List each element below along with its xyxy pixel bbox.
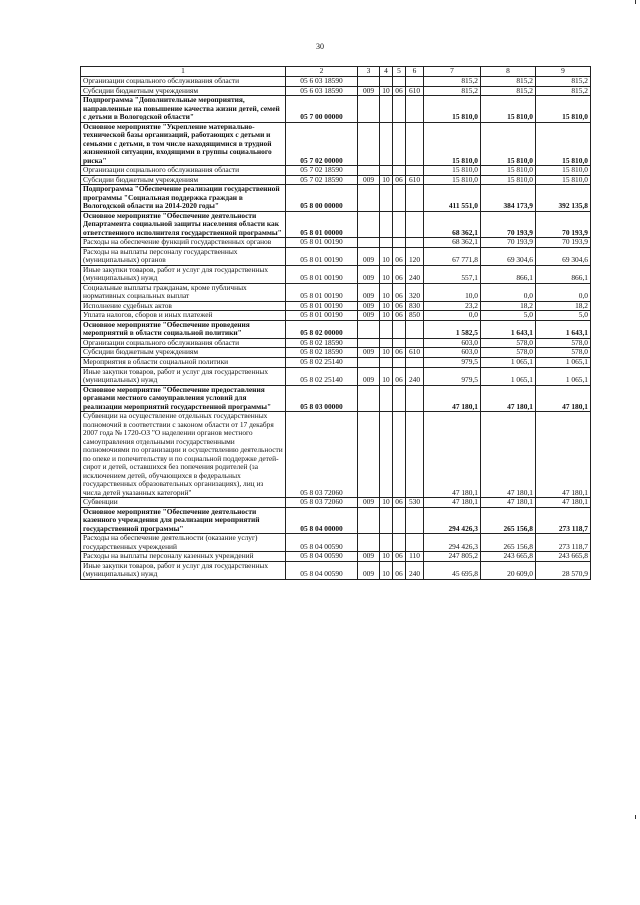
row-amount-col7: 294 426,3 [424,534,481,552]
row-admin-code: 009 [358,247,380,265]
row-expense-type [406,77,424,87]
row-amount-col9: 18,2 [536,301,591,311]
row-amount-col8: 866,1 [481,265,536,283]
row-amount-col9: 578,0 [536,338,591,348]
row-amount-col7: 815,2 [424,77,481,87]
row-admin-code: 009 [358,265,380,283]
row-subsection-code [393,338,406,348]
table-row [81,211,591,238]
table-row [81,385,591,412]
row-amount-col8: 47 180,1 [481,412,536,498]
row-admin-code: 009 [358,311,380,321]
header-cell: 2 [286,67,358,77]
row-section-code: 10 [380,348,393,358]
row-target-code: 05 7 02 00000 [286,122,358,166]
row-target-code: 05 6 03 18590 [286,86,358,96]
row-amount-col8: 384 173,9 [481,185,536,212]
table-row [81,96,591,123]
row-amount-col9: 866,1 [536,265,591,283]
row-target-code: 05 8 04 00590 [286,534,358,552]
table-row [81,507,591,534]
table-row [81,348,591,358]
row-section-code: 10 [380,301,393,311]
row-amount-col8: 15 810,0 [481,122,536,166]
row-section-code: 10 [380,175,393,185]
header-cell: 5 [393,67,406,77]
row-amount-col8: 0,0 [481,283,536,301]
row-target-code: 05 7 02 18590 [286,166,358,176]
row-description: Субвенции на осуществление отдельных государственных полномочий в соответствии с законом области от 17 декабря 2007 года № 1720-ОЗ "О наделении органов местного самоуправления отдельными государственными полномочиями по организации и осуществлению деятельности по опеке и попечительству и по социальной поддержке детей-сирот и детей, оставшихся без попечения родителей (за исключением детей, обучающихся в федеральных государственных образовательных организациях), лиц из числа детей указанных категорий" [81,412,286,498]
header-cell: 9 [536,67,591,77]
row-subsection-code: 06 [393,283,406,301]
row-description: Субсидии бюджетным учреждениям [81,348,286,358]
row-subsection-code: 06 [393,86,406,96]
row-amount-col9: 0,0 [536,283,591,301]
row-section-code [380,238,393,248]
row-amount-col8: 47 180,1 [481,498,536,508]
row-expense-type [406,122,424,166]
scan-edge-mark [635,815,636,819]
row-subsection-code [393,122,406,166]
row-amount-col9: 578,0 [536,348,591,358]
row-admin-code [358,320,380,338]
row-description: Иные закупки товаров, работ и услуг для государственных (муниципальных) нужд [81,265,286,283]
row-amount-col7: 411 551,0 [424,185,481,212]
row-target-code: 05 8 01 00190 [286,311,358,321]
row-expense-type: 530 [406,498,424,508]
row-expense-type: 610 [406,175,424,185]
row-description: Подпрограмма "Дополнительные мероприятия, направленные на повышение качества жизни детей, семей с детьми в Вологодской области" [81,96,286,123]
row-amount-col9: 47 180,1 [536,412,591,498]
row-target-code: 05 8 01 00190 [286,265,358,283]
row-amount-col8: 1 643,1 [481,320,536,338]
row-section-code [380,211,393,238]
row-amount-col8: 265 156,8 [481,534,536,552]
row-description: Основное мероприятие "Обеспечение деятельности казенного учреждения для реализации мероприятий государственной программы" [81,507,286,534]
row-expense-type: 610 [406,348,424,358]
row-target-code: 05 8 02 18590 [286,348,358,358]
row-description: Социальные выплаты гражданам, кроме публичных нормативных социальных выплат [81,283,286,301]
row-section-code: 10 [380,247,393,265]
row-amount-col9: 15 810,0 [536,175,591,185]
row-section-code [380,385,393,412]
header-cell: 1 [81,67,286,77]
row-admin-code [358,507,380,534]
row-section-code [380,77,393,87]
row-amount-col8: 265 156,8 [481,507,536,534]
row-amount-col8: 15 810,0 [481,175,536,185]
table-row [81,175,591,185]
table-row [81,265,591,283]
row-subsection-code [393,320,406,338]
row-amount-col7: 15 810,0 [424,122,481,166]
row-subsection-code: 06 [393,265,406,283]
row-expense-type: 240 [406,367,424,385]
row-amount-col8: 20 609,0 [481,561,536,579]
table-row [81,534,591,552]
row-amount-col7: 47 180,1 [424,385,481,412]
row-section-code [380,534,393,552]
row-amount-col8: 15 810,0 [481,166,536,176]
row-section-code [380,166,393,176]
row-amount-col8: 70 193,9 [481,211,536,238]
row-subsection-code: 06 [393,247,406,265]
row-admin-code [358,534,380,552]
row-target-code: 05 8 04 00000 [286,507,358,534]
row-amount-col9: 5,0 [536,311,591,321]
row-amount-col8: 815,2 [481,86,536,96]
page-number: 30 [316,42,324,51]
row-admin-code [358,238,380,248]
row-description: Субвенции [81,498,286,508]
table-row [81,311,591,321]
row-section-code: 10 [380,265,393,283]
row-description: Мероприятия в области социальной политики [81,357,286,367]
row-amount-col7: 603,0 [424,338,481,348]
row-description: Расходы на обеспечение функций государственных органов [81,238,286,248]
row-amount-col9: 1 065,1 [536,357,591,367]
row-amount-col7: 294 426,3 [424,507,481,534]
row-amount-col7: 47 180,1 [424,498,481,508]
row-admin-code: 009 [358,175,380,185]
row-amount-col7: 45 695,8 [424,561,481,579]
row-section-code [380,357,393,367]
row-target-code: 05 8 02 18590 [286,338,358,348]
row-expense-type [406,211,424,238]
row-subsection-code [393,77,406,87]
row-description: Расходы на выплаты персоналу казенных учреждений [81,552,286,562]
row-amount-col8: 47 180,1 [481,385,536,412]
row-section-code [380,96,393,123]
row-section-code: 10 [380,311,393,321]
row-amount-col8: 69 304,6 [481,247,536,265]
row-description: Организации социального обслуживания области [81,166,286,176]
row-target-code: 05 8 03 00000 [286,385,358,412]
row-target-code: 05 8 03 72060 [286,498,358,508]
table-row [81,498,591,508]
row-expense-type [406,534,424,552]
row-expense-type [406,338,424,348]
row-amount-col8: 5,0 [481,311,536,321]
row-admin-code: 009 [358,86,380,96]
row-amount-col7: 15 810,0 [424,166,481,176]
row-subsection-code: 06 [393,301,406,311]
table-row [81,367,591,385]
row-amount-col9: 243 665,8 [536,552,591,562]
row-description: Основное мероприятие "Обеспечение предоставления органами местного самоуправления условий для реализации мероприятий государственной программы" [81,385,286,412]
row-description: Расходы на обеспечение деятельности (оказание услуг) государственных учреждений [81,534,286,552]
row-admin-code: 009 [358,552,380,562]
row-description: Организации социального обслуживания области [81,77,286,87]
row-subsection-code [393,357,406,367]
row-admin-code [358,96,380,123]
row-expense-type [406,412,424,498]
row-target-code: 05 8 01 00000 [286,211,358,238]
row-subsection-code [393,507,406,534]
row-amount-col7: 68 362,1 [424,211,481,238]
row-subsection-code [393,211,406,238]
table-row [81,77,591,87]
row-target-code: 05 8 02 25140 [286,367,358,385]
header-cell: 3 [358,67,380,77]
row-subsection-code [393,534,406,552]
table-row [81,561,591,579]
row-subsection-code: 06 [393,367,406,385]
row-section-code: 10 [380,283,393,301]
row-amount-col7: 10,0 [424,283,481,301]
row-amount-col9: 392 135,8 [536,185,591,212]
row-description: Субсидии бюджетным учреждениям [81,175,286,185]
row-section-code: 10 [380,561,393,579]
row-amount-col8: 578,0 [481,338,536,348]
row-amount-col7: 603,0 [424,348,481,358]
table-header-row [81,67,591,77]
row-amount-col8: 1 065,1 [481,357,536,367]
row-subsection-code [393,96,406,123]
row-expense-type [406,507,424,534]
row-amount-col7: 0,0 [424,311,481,321]
row-admin-code: 009 [358,283,380,301]
row-amount-col9: 70 193,9 [536,211,591,238]
row-amount-col8: 1 065,1 [481,367,536,385]
row-amount-col7: 68 362,1 [424,238,481,248]
row-amount-col7: 247 805,2 [424,552,481,562]
row-subsection-code: 06 [393,175,406,185]
table-body [81,77,591,580]
row-amount-col9: 15 810,0 [536,166,591,176]
row-amount-col7: 979,5 [424,367,481,385]
table-row [81,320,591,338]
row-admin-code: 009 [358,561,380,579]
table-row [81,412,591,498]
row-amount-col7: 67 771,8 [424,247,481,265]
table-row [81,552,591,562]
row-description: Уплата налогов, сборов и иных платежей [81,311,286,321]
row-amount-col8: 578,0 [481,348,536,358]
row-subsection-code [393,385,406,412]
row-amount-col8: 815,2 [481,77,536,87]
row-admin-code: 009 [358,367,380,385]
row-admin-code [358,385,380,412]
row-target-code: 05 8 04 00590 [286,561,358,579]
row-target-code: 05 8 01 00190 [286,247,358,265]
row-expense-type [406,185,424,212]
row-description: Субсидии бюджетным учреждениям [81,86,286,96]
row-admin-code [358,185,380,212]
row-admin-code [358,338,380,348]
row-subsection-code: 06 [393,311,406,321]
row-amount-col8: 18,2 [481,301,536,311]
row-expense-type [406,96,424,123]
row-section-code [380,122,393,166]
row-amount-col9: 15 810,0 [536,96,591,123]
row-subsection-code [393,185,406,212]
row-admin-code: 009 [358,348,380,358]
row-target-code: 05 8 04 00590 [286,552,358,562]
table-row [81,338,591,348]
row-section-code: 10 [380,86,393,96]
budget-table [80,66,591,580]
row-expense-type: 850 [406,311,424,321]
row-admin-code [358,211,380,238]
row-amount-col8: 243 665,8 [481,552,536,562]
header-cell: 7 [424,67,481,77]
row-description: Иные закупки товаров, работ и услуг для государственных (муниципальных) нужд [81,561,286,579]
row-description: Исполнение судебных актов [81,301,286,311]
row-target-code: 05 8 00 00000 [286,185,358,212]
row-subsection-code [393,166,406,176]
row-description: Основное мероприятие "Укрепление материально-технической базы организаций, работающих с детьми и семьями с детьми, в том числе находящимися в трудной жизненной ситуации, входящими в группы социального риска" [81,122,286,166]
row-amount-col7: 979,5 [424,357,481,367]
row-expense-type [406,166,424,176]
row-target-code: 05 6 03 18590 [286,77,358,87]
row-admin-code: 009 [358,498,380,508]
row-amount-col9: 70 193,9 [536,238,591,248]
row-amount-col7: 15 810,0 [424,96,481,123]
table-row [81,86,591,96]
row-section-code: 10 [380,367,393,385]
table-row [81,247,591,265]
row-amount-col8: 15 810,0 [481,96,536,123]
row-expense-type: 610 [406,86,424,96]
row-expense-type [406,320,424,338]
row-amount-col9: 815,2 [536,77,591,87]
row-amount-col7: 1 582,5 [424,320,481,338]
row-admin-code [358,122,380,166]
row-amount-col9: 1 643,1 [536,320,591,338]
row-amount-col9: 47 180,1 [536,498,591,508]
row-amount-col9: 15 810,0 [536,122,591,166]
row-description: Расходы на выплаты персоналу государственных (муниципальных) органов [81,247,286,265]
row-admin-code [358,357,380,367]
row-admin-code [358,77,380,87]
row-amount-col9: 28 570,9 [536,561,591,579]
row-section-code [380,338,393,348]
row-description: Основное мероприятие "Обеспечение деятельности Департамента социальной защиты населения области как ответственного исполнителя государственной программы" [81,211,286,238]
row-amount-col9: 1 065,1 [536,367,591,385]
row-expense-type: 830 [406,301,424,311]
row-subsection-code: 06 [393,498,406,508]
row-target-code: 05 8 02 25140 [286,357,358,367]
row-admin-code: 009 [358,301,380,311]
table-row [81,283,591,301]
row-description: Организации социального обслуживания области [81,338,286,348]
table-row [81,166,591,176]
row-admin-code [358,412,380,498]
row-expense-type: 240 [406,265,424,283]
row-expense-type: 110 [406,552,424,562]
header-cell: 4 [380,67,393,77]
row-amount-col9: 815,2 [536,86,591,96]
row-description: Подпрограмма "Обеспечение реализации государственной программы "Социальная поддержка граждан в Вологодской области на 2014-2020 годы" [81,185,286,212]
row-amount-col8: 70 193,9 [481,238,536,248]
row-amount-col9: 273 118,7 [536,507,591,534]
scan-edge-mark [635,0,636,4]
row-admin-code [358,166,380,176]
row-section-code: 10 [380,498,393,508]
row-section-code [380,185,393,212]
row-section-code: 10 [380,552,393,562]
row-expense-type [406,385,424,412]
row-target-code: 05 8 02 00000 [286,320,358,338]
row-description: Иные закупки товаров, работ и услуг для государственных (муниципальных) нужд [81,367,286,385]
table-row [81,357,591,367]
row-expense-type [406,357,424,367]
row-amount-col7: 47 180,1 [424,412,481,498]
row-amount-col7: 23,2 [424,301,481,311]
table-row [81,185,591,212]
row-subsection-code [393,412,406,498]
row-target-code: 05 8 01 00190 [286,238,358,248]
table-row [81,301,591,311]
row-target-code: 05 7 00 00000 [286,96,358,123]
row-section-code [380,320,393,338]
row-expense-type: 240 [406,561,424,579]
header-cell: 6 [406,67,424,77]
row-subsection-code: 06 [393,348,406,358]
row-section-code [380,507,393,534]
row-subsection-code [393,238,406,248]
row-amount-col9: 273 118,7 [536,534,591,552]
row-section-code [380,412,393,498]
row-amount-col7: 15 810,0 [424,175,481,185]
row-target-code: 05 8 03 72060 [286,412,358,498]
row-description: Основное мероприятие "Обеспечение проведения мероприятий в области социальной политики" [81,320,286,338]
row-amount-col7: 815,2 [424,86,481,96]
row-target-code: 05 8 01 00190 [286,301,358,311]
row-amount-col9: 69 304,6 [536,247,591,265]
row-target-code: 05 7 02 18590 [286,175,358,185]
row-subsection-code: 06 [393,561,406,579]
table-row [81,122,591,166]
row-amount-col7: 557,1 [424,265,481,283]
header-cell: 8 [481,67,536,77]
row-subsection-code: 06 [393,552,406,562]
row-target-code: 05 8 01 00190 [286,283,358,301]
row-expense-type: 120 [406,247,424,265]
row-amount-col9: 47 180,1 [536,385,591,412]
table-row [81,238,591,248]
row-expense-type: 320 [406,283,424,301]
row-expense-type [406,238,424,248]
